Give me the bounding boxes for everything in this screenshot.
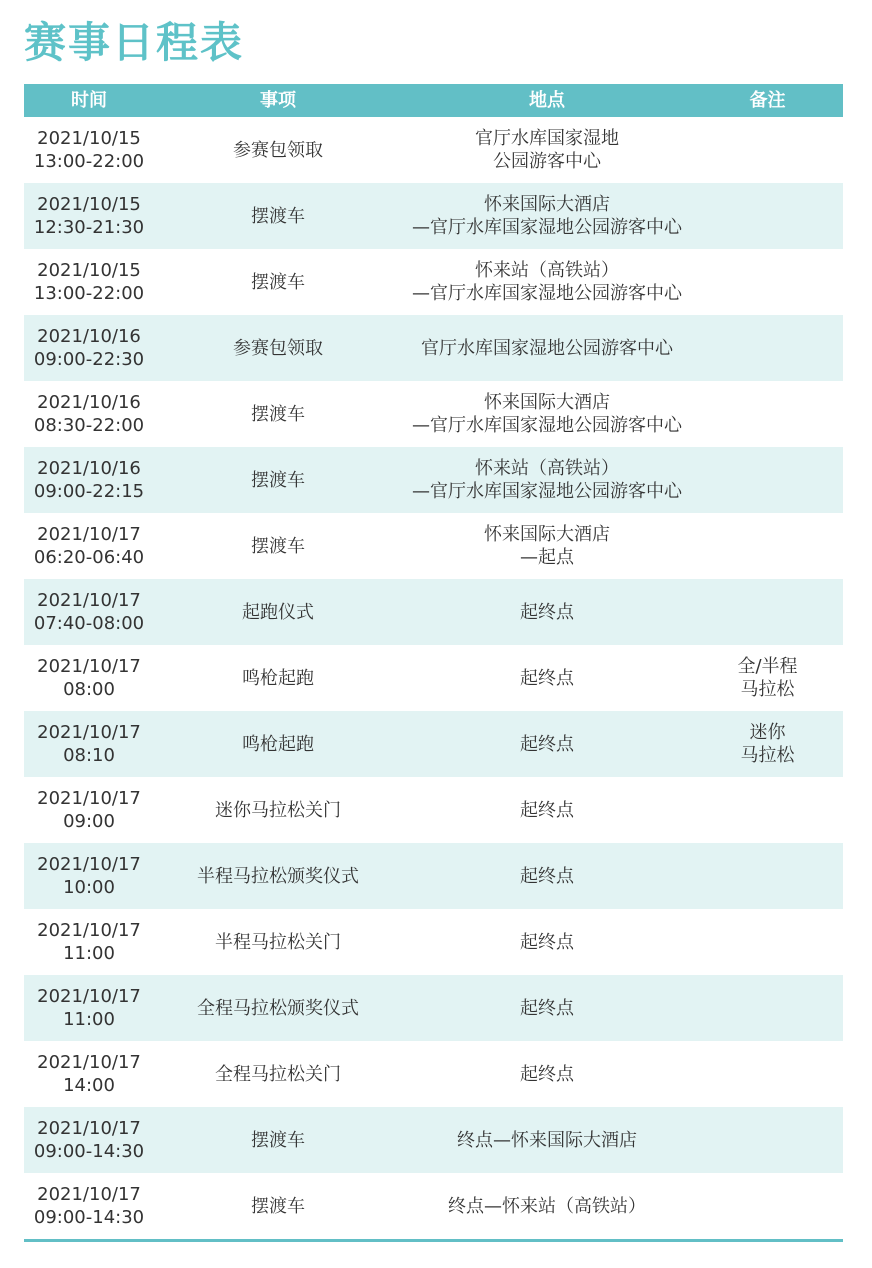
place-cell — [402, 579, 692, 645]
date-text: 2021/10/17 — [37, 590, 141, 611]
item-cell — [154, 711, 402, 777]
time-cell — [24, 513, 154, 579]
place-text: 起终点 — [520, 601, 574, 623]
place-text: —官厅水库国家湿地公园游客中心 — [412, 283, 682, 304]
time-text: 13:00-22:00 — [33, 283, 145, 304]
place-text: —官厅水库国家湿地公园游客中心 — [412, 415, 682, 436]
place-cell — [402, 183, 692, 249]
place-cell — [402, 117, 692, 183]
place-cell — [402, 381, 692, 447]
note-cell — [692, 1041, 843, 1107]
place-text: 官厅水库国家湿地公园游客中心 — [421, 337, 673, 359]
date-text: 2021/10/15 — [37, 128, 141, 149]
place-cell — [402, 249, 692, 315]
date-text: 2021/10/17 — [37, 1052, 141, 1073]
table-row — [24, 711, 843, 777]
item-cell — [154, 579, 402, 645]
item-cell — [154, 315, 402, 381]
item-text: 全程马拉松关门 — [215, 1063, 341, 1085]
time-cell — [24, 447, 154, 513]
note-cell — [692, 843, 843, 909]
note-cell — [692, 909, 843, 975]
place-text: 起终点 — [520, 733, 574, 755]
time-cell — [24, 645, 154, 711]
place-text: 怀来国际大酒店 — [484, 194, 610, 215]
item-cell — [154, 1041, 402, 1107]
item-text: 参赛包领取 — [233, 337, 323, 359]
place-text: 怀来站（高铁站） — [475, 458, 619, 479]
table-row — [24, 777, 843, 843]
note-cell — [692, 315, 843, 381]
item-text: 半程马拉松关门 — [215, 931, 341, 953]
item-cell — [154, 513, 402, 579]
place-text: 起终点 — [520, 799, 574, 821]
place-cell — [402, 777, 692, 843]
schedule-table — [24, 84, 843, 1242]
place-cell — [402, 645, 692, 711]
note-cell — [692, 381, 843, 447]
note-cell — [692, 117, 843, 183]
table-row — [24, 1107, 843, 1173]
date-text: 2021/10/16 — [37, 326, 141, 347]
item-text: 摆渡车 — [251, 1129, 305, 1151]
note-cell — [692, 249, 843, 315]
place-text: 起终点 — [520, 667, 574, 689]
note-cell — [692, 1107, 843, 1173]
place-cell — [402, 1041, 692, 1107]
table-row — [24, 1173, 843, 1239]
item-cell — [154, 183, 402, 249]
time-text: 09:00-14:30 — [33, 1207, 145, 1228]
date-text: 2021/10/17 — [37, 986, 141, 1007]
place-text: 公园游客中心 — [493, 151, 601, 172]
place-text: 起终点 — [520, 931, 574, 953]
date-text: 2021/10/17 — [37, 920, 141, 941]
place-text: 官厅水库国家湿地 — [475, 128, 619, 149]
item-cell — [154, 843, 402, 909]
table-row — [24, 117, 843, 183]
time-cell — [24, 909, 154, 975]
note-cell — [692, 975, 843, 1041]
time-text: 08:00 — [63, 679, 115, 700]
item-text: 摆渡车 — [251, 535, 305, 557]
time-text: 10:00 — [63, 877, 115, 898]
time-text: 11:00 — [63, 943, 115, 964]
place-text: 终点—怀来国际大酒店 — [457, 1129, 637, 1151]
item-cell — [154, 1173, 402, 1239]
note-cell — [692, 579, 843, 645]
item-cell — [154, 447, 402, 513]
note-text: 马拉松 — [740, 679, 795, 700]
item-text: 全程马拉松颁奖仪式 — [197, 997, 359, 1019]
item-text: 鸣枪起跑 — [242, 733, 314, 755]
table-row — [24, 579, 843, 645]
time-cell — [24, 975, 154, 1041]
table-row — [24, 183, 843, 249]
date-text: 2021/10/15 — [37, 194, 141, 215]
place-cell — [402, 909, 692, 975]
place-cell — [402, 1173, 692, 1239]
item-cell — [154, 777, 402, 843]
time-text: 09:00-22:15 — [33, 481, 145, 502]
note-text: 全/半程 — [737, 656, 798, 677]
place-cell — [402, 711, 692, 777]
time-text: 13:00-22:00 — [33, 151, 145, 172]
header-note: 备注 — [749, 90, 786, 111]
date-text: 2021/10/17 — [37, 1118, 141, 1139]
place-text: 怀来国际大酒店 — [484, 392, 610, 413]
date-text: 2021/10/16 — [37, 458, 141, 479]
item-cell — [154, 975, 402, 1041]
time-cell — [24, 117, 154, 183]
place-cell — [402, 447, 692, 513]
table-row — [24, 249, 843, 315]
note-text: 迷你 — [749, 722, 786, 743]
time-cell — [24, 315, 154, 381]
date-text: 2021/10/17 — [37, 1184, 141, 1205]
time-text: 09:00 — [63, 811, 115, 832]
date-text: 2021/10/17 — [37, 656, 141, 677]
table-body — [24, 117, 843, 1242]
table-row — [24, 645, 843, 711]
date-text: 2021/10/17 — [37, 524, 141, 545]
place-cell — [402, 1107, 692, 1173]
table-header — [24, 84, 843, 117]
date-text: 2021/10/17 — [37, 854, 141, 875]
note-cell — [692, 711, 843, 777]
item-text: 摆渡车 — [251, 1195, 305, 1217]
item-cell — [154, 909, 402, 975]
item-text: 迷你马拉松关门 — [215, 799, 341, 821]
note-cell — [692, 645, 843, 711]
time-text: 12:30-21:30 — [33, 217, 145, 238]
place-text: 怀来国际大酒店 — [484, 524, 610, 545]
table-row — [24, 975, 843, 1041]
item-text: 起跑仪式 — [242, 601, 314, 623]
table-row — [24, 843, 843, 909]
time-text: 11:00 — [63, 1009, 115, 1030]
note-cell — [692, 447, 843, 513]
time-cell — [24, 579, 154, 645]
header-item: 事项 — [260, 90, 296, 111]
time-text: 08:30-22:00 — [33, 415, 145, 436]
time-cell — [24, 183, 154, 249]
item-cell — [154, 1107, 402, 1173]
time-cell — [24, 1107, 154, 1173]
time-text: 07:40-08:00 — [33, 613, 145, 634]
time-cell — [24, 843, 154, 909]
item-text: 鸣枪起跑 — [242, 667, 314, 689]
place-text: 起终点 — [520, 865, 574, 887]
table-row — [24, 513, 843, 579]
place-text: 怀来站（高铁站） — [475, 260, 619, 281]
item-text: 半程马拉松颁奖仪式 — [197, 865, 359, 887]
note-cell — [692, 183, 843, 249]
place-text: 起终点 — [520, 1063, 574, 1085]
item-text: 摆渡车 — [251, 403, 305, 425]
item-cell — [154, 117, 402, 183]
place-cell — [402, 843, 692, 909]
place-text: 起终点 — [520, 997, 574, 1019]
time-cell — [24, 1173, 154, 1239]
item-text: 摆渡车 — [251, 205, 305, 227]
table-row — [24, 1041, 843, 1107]
time-text: 08:10 — [63, 745, 115, 766]
time-cell — [24, 777, 154, 843]
item-text: 摆渡车 — [251, 271, 305, 293]
note-text: 马拉松 — [740, 745, 795, 766]
time-cell — [24, 381, 154, 447]
page-title: 赛事日程表 — [24, 18, 245, 67]
table-row — [24, 315, 843, 381]
note-cell — [692, 513, 843, 579]
time-text: 09:00-14:30 — [33, 1141, 145, 1162]
date-text: 2021/10/16 — [37, 392, 141, 413]
table-row — [24, 909, 843, 975]
time-text: 06:20-06:40 — [33, 547, 145, 568]
place-cell — [402, 315, 692, 381]
place-text: —起点 — [520, 547, 574, 568]
time-text: 09:00-22:30 — [33, 349, 145, 370]
item-cell — [154, 381, 402, 447]
time-cell — [24, 711, 154, 777]
place-cell — [402, 513, 692, 579]
place-cell — [402, 975, 692, 1041]
note-cell — [692, 777, 843, 843]
time-cell — [24, 1041, 154, 1107]
date-text: 2021/10/17 — [37, 788, 141, 809]
table-row — [24, 381, 843, 447]
item-cell — [154, 249, 402, 315]
header-time: 时间 — [71, 90, 107, 111]
time-cell — [24, 249, 154, 315]
place-text: —官厅水库国家湿地公园游客中心 — [412, 481, 682, 502]
date-text: 2021/10/17 — [37, 722, 141, 743]
note-cell — [692, 1173, 843, 1239]
table-row — [24, 447, 843, 513]
place-text: —官厅水库国家湿地公园游客中心 — [412, 217, 682, 238]
header-place: 地点 — [529, 90, 565, 111]
place-text: 终点—怀来站（高铁站） — [448, 1195, 646, 1217]
date-text: 2021/10/15 — [37, 260, 141, 281]
item-text: 摆渡车 — [251, 469, 305, 491]
item-text: 参赛包领取 — [233, 139, 323, 161]
item-cell — [154, 645, 402, 711]
time-text: 14:00 — [63, 1075, 115, 1096]
